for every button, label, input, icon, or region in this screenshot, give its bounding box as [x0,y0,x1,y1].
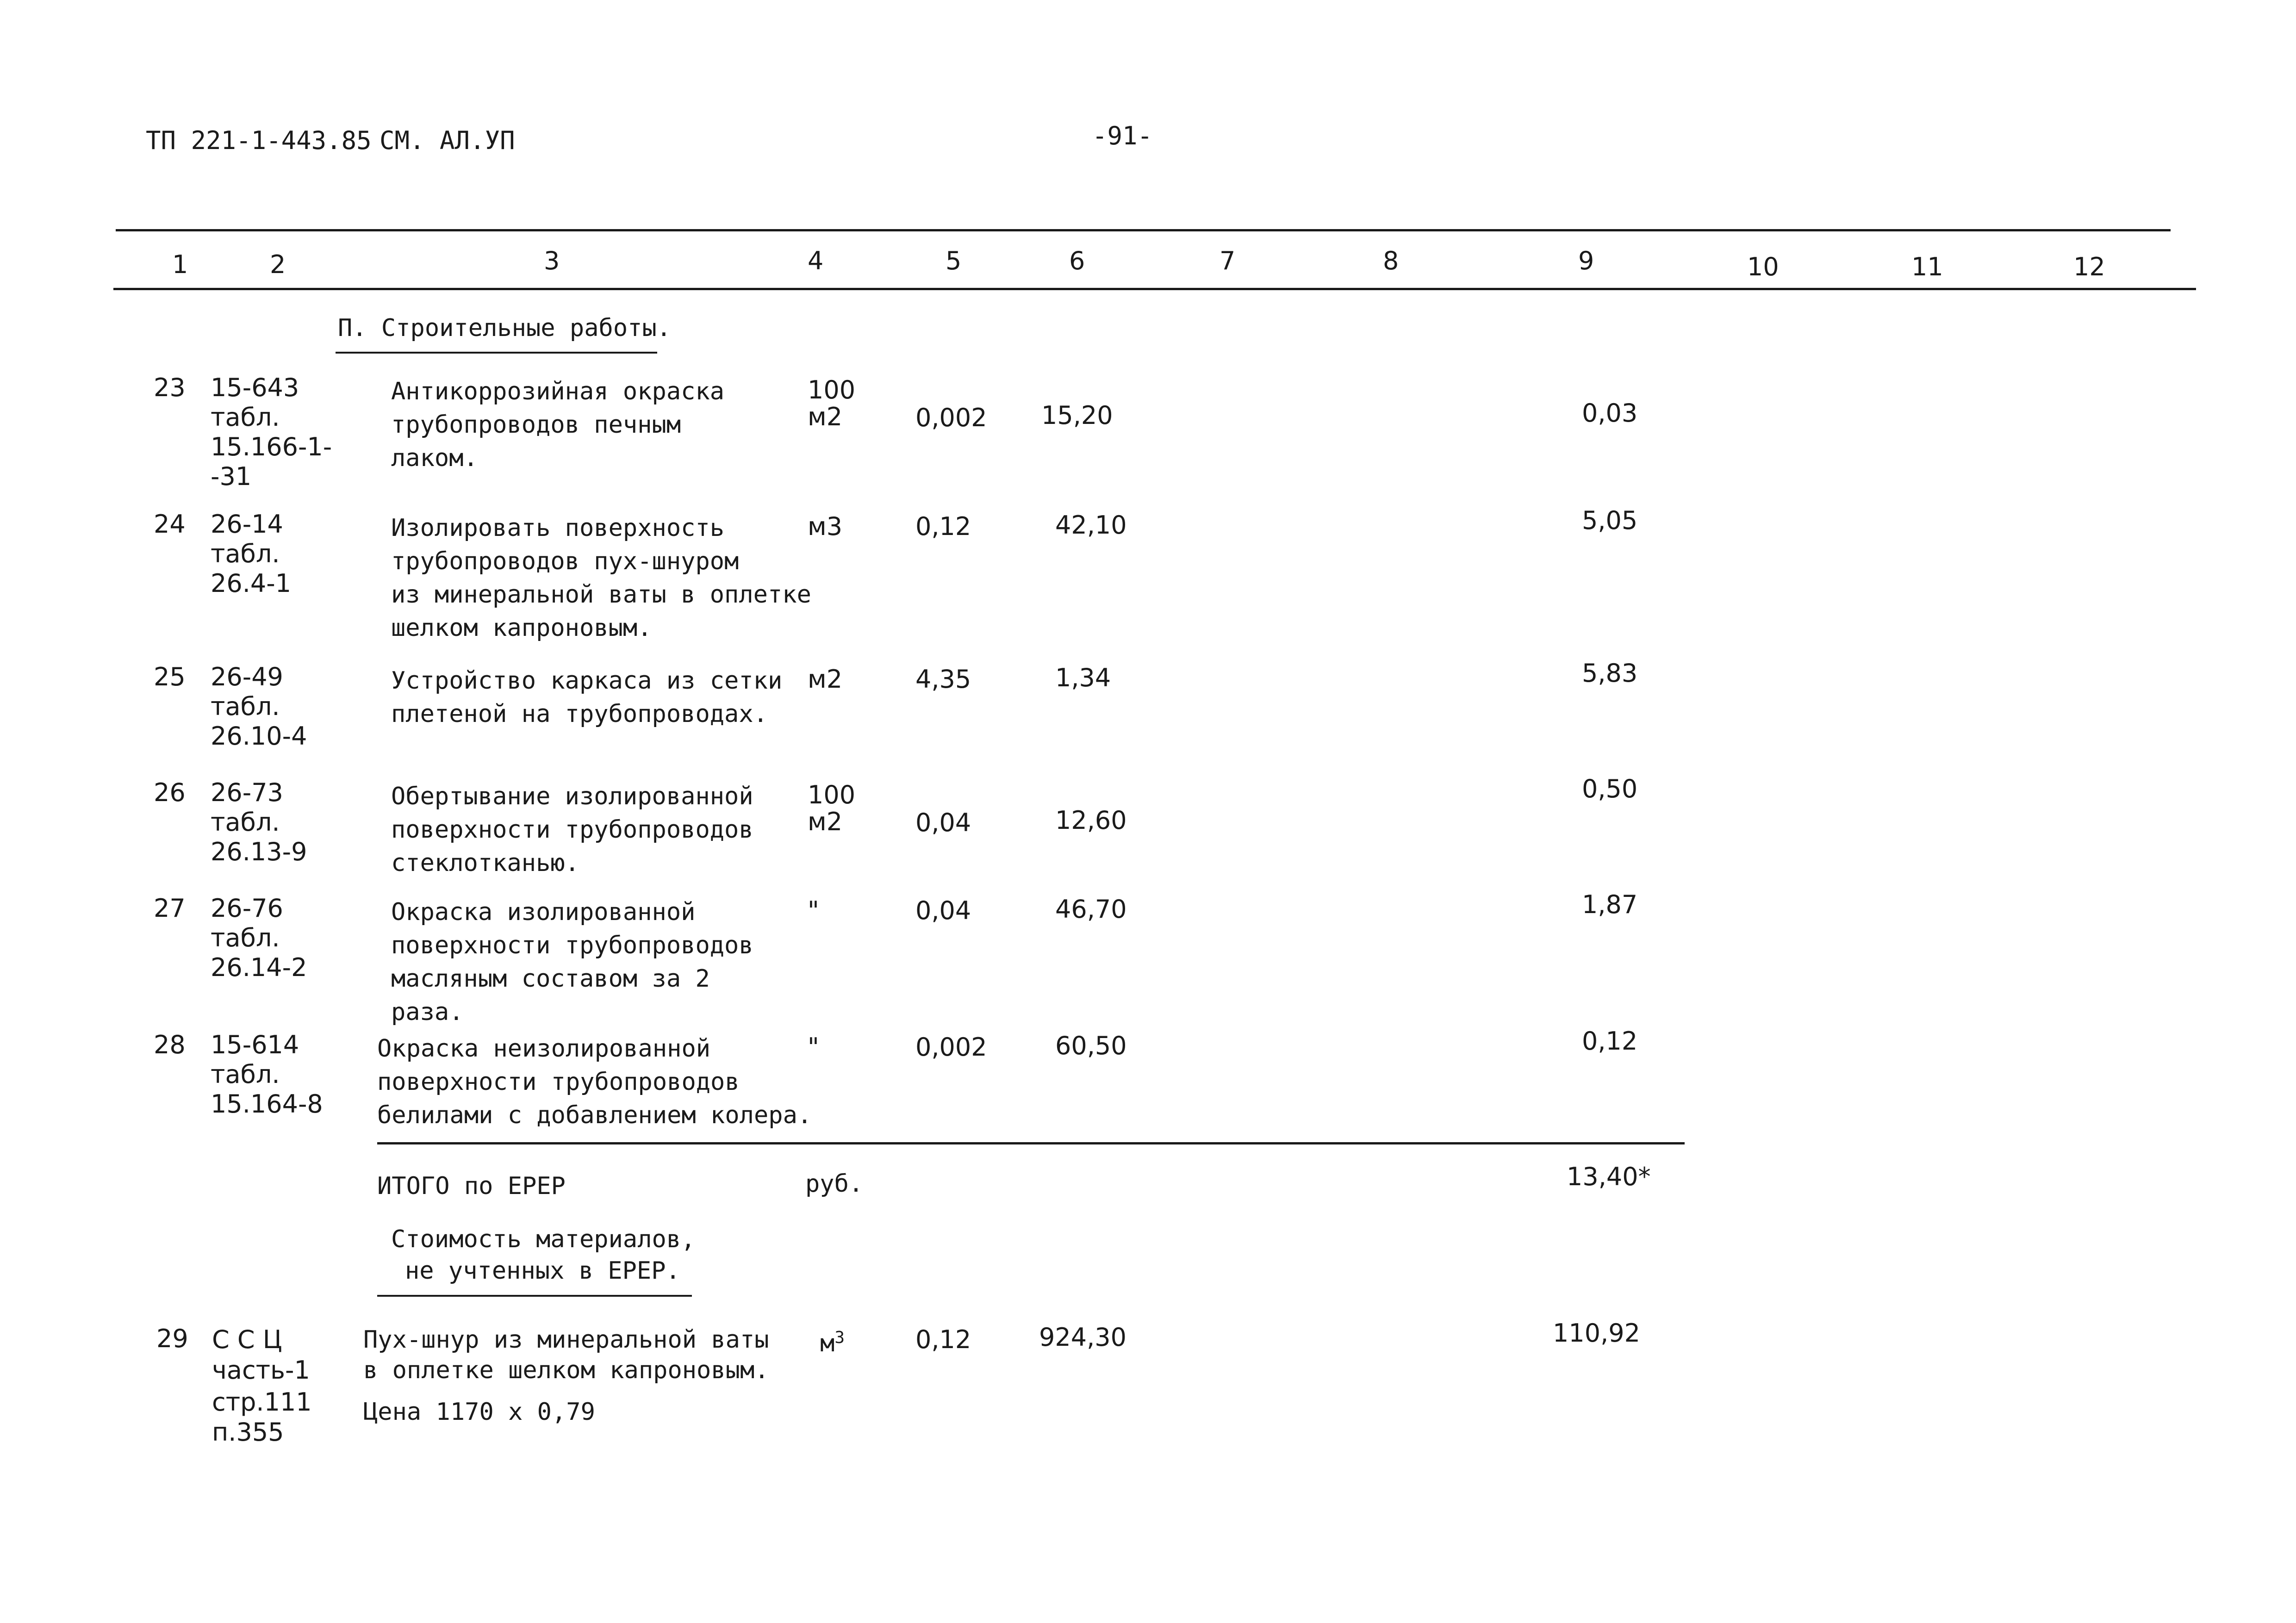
row-23-price: 15,20 [1041,401,1113,430]
section-title: П. Строительные работы. [338,314,672,342]
row-23-total: 0,03 [1582,398,1638,428]
row-27-number: 27 [154,894,186,923]
row-28-quantity: 0,002 [915,1032,987,1062]
table-header-bottom-rule [113,288,2196,290]
row-28-total: 0,12 [1582,1026,1638,1056]
row-29-code-2: часть-1 [212,1356,310,1385]
column-number-9: 9 [1578,246,1594,275]
row-24-total: 5,05 [1582,506,1638,535]
row-29-desc-2: в оплетке шелком капроновым. [363,1356,769,1384]
row-23-code-1: 15-643 [211,373,299,402]
row-24-quantity: 0,12 [915,512,971,541]
row-25-code-1: 26-49 [211,662,283,691]
row-28-desc-2: поверхности трубопроводов [377,1068,740,1096]
row-29-number: 29 [156,1324,188,1353]
row-23-desc-1: Антикоррозийная окраска [391,378,725,405]
row-25-desc-2: плетеной на трубопроводах. [391,700,768,728]
materials-title-line-2: не учтенных в ЕРЕР. [405,1257,680,1285]
row-26-price: 12,60 [1055,806,1127,835]
subtotal-total: 13,40* [1567,1162,1651,1191]
row-23-unit-2: м2 [808,402,843,431]
row-28-unit-1: " [808,1032,819,1062]
row-23-code-4: -31 [211,462,252,491]
section-title-underline [336,352,657,354]
row-24-unit-1: м3 [808,512,843,541]
row-25-desc-1: Устройство каркаса из сетки [391,667,783,695]
row-26-quantity: 0,04 [915,808,971,837]
column-number-11: 11 [1911,252,1943,281]
row-24-desc-1: Изолировать поверхность [391,514,725,542]
materials-title-line-1: Стоимость материалов, [391,1225,696,1253]
column-number-12: 12 [2073,252,2105,281]
row-29-note: Цена 1170 х 0,79 [363,1398,595,1426]
table-top-rule [116,229,2171,231]
row-23-unit-1: 100 [808,375,856,404]
row-24-desc-3: из минеральной ваты в оплетке [391,581,811,609]
row-23-code-2: табл. [211,403,280,432]
row-24-desc-4: шелком капроновым. [391,614,652,642]
row-25-unit-1: м2 [808,665,843,694]
column-number-8: 8 [1383,246,1399,275]
row-29-total: 110,92 [1553,1318,1640,1348]
row-26-code-3: 26.13-9 [211,837,307,866]
row-24-code-3: 26.4-1 [211,569,292,598]
column-number-6: 6 [1069,246,1085,275]
row-26-number: 26 [154,778,186,807]
row-26-code-1: 26-73 [211,778,283,807]
column-number-5: 5 [946,246,962,275]
row-29-code-4: п.355 [212,1418,284,1447]
row-23-number: 23 [154,373,186,402]
column-number-2: 2 [270,250,286,279]
column-number-4: 4 [808,246,824,275]
row-26-code-2: табл. [211,808,280,837]
row-23-desc-2: трубопроводов печным [391,411,681,439]
row-23-desc-3: лаком. [391,444,478,472]
subtotal-unit: руб. [805,1170,864,1198]
row-26-desc-1: Обертывание изолированной [391,783,753,810]
subtotal-rule [377,1142,1685,1144]
row-26-desc-2: поверхности трубопроводов [391,816,753,844]
row-29-code-1: С С Ц [212,1325,282,1354]
page-number: -91- [1092,121,1153,150]
row-23-quantity: 0,002 [915,403,987,432]
row-25-price: 1,34 [1055,663,1111,692]
row-27-desc-4: раза. [391,998,464,1026]
column-number-1: 1 [172,250,188,279]
row-24-desc-2: трубопроводов пух-шнуром [391,547,739,575]
row-26-unit-2: м2 [808,807,843,836]
row-25-number: 25 [154,662,186,691]
row-27-code-3: 26.14-2 [211,953,307,982]
row-24-price: 42,10 [1055,510,1127,540]
row-26-desc-3: стеклотканью. [391,849,579,877]
row-27-code-2: табл. [211,923,280,952]
row-26-total: 0,50 [1582,774,1638,803]
column-number-7: 7 [1220,246,1236,275]
row-25-code-2: табл. [211,692,280,721]
row-28-desc-1: Окраска неизолированной [377,1035,711,1063]
row-27-unit-1: " [808,896,819,925]
document-code: ТП 221-1-443.85 [146,126,372,155]
row-29-unit: $м^3$ [820,1328,845,1357]
row-24-code-1: 26-14 [211,510,283,539]
row-28-code-3: 15.164-8 [211,1089,323,1119]
row-27-total: 1,87 [1582,890,1638,919]
row-27-desc-2: поверхности трубопроводов [391,932,753,959]
row-27-quantity: 0,04 [915,896,971,925]
row-27-price: 46,70 [1055,895,1127,924]
row-28-desc-3: белилами с добавлением колера. [377,1101,812,1129]
album-reference: СМ. АЛ.УП [380,126,515,155]
subtotal-label: ИТОГО по ЕРЕР [377,1172,566,1200]
row-28-code-2: табл. [211,1060,280,1089]
row-29-price: 924,30 [1039,1323,1126,1352]
row-29-desc-1: Пух-шнур из минеральной ваты [363,1326,769,1354]
row-29-code-3: стр.111 [212,1387,312,1417]
column-number-10: 10 [1747,252,1779,281]
row-27-code-1: 26-76 [211,894,283,923]
row-25-code-3: 26.10-4 [211,721,307,751]
row-27-desc-1: Окраска изолированной [391,898,696,926]
row-25-total: 5,83 [1582,659,1638,688]
row-28-code-1: 15-614 [211,1030,299,1059]
materials-title-underline [377,1295,692,1297]
row-27-desc-3: масляным составом за 2 [391,965,710,993]
row-24-code-2: табл. [211,539,280,568]
row-29-quantity: 0,12 [915,1325,971,1354]
row-24-number: 24 [154,510,186,539]
column-number-3: 3 [544,246,560,275]
row-25-quantity: 4,35 [915,665,971,694]
row-28-price: 60,50 [1055,1031,1127,1060]
row-28-number: 28 [154,1030,186,1059]
row-26-unit-1: 100 [808,780,856,809]
row-23-code-3: 15.166-1- [211,432,332,461]
